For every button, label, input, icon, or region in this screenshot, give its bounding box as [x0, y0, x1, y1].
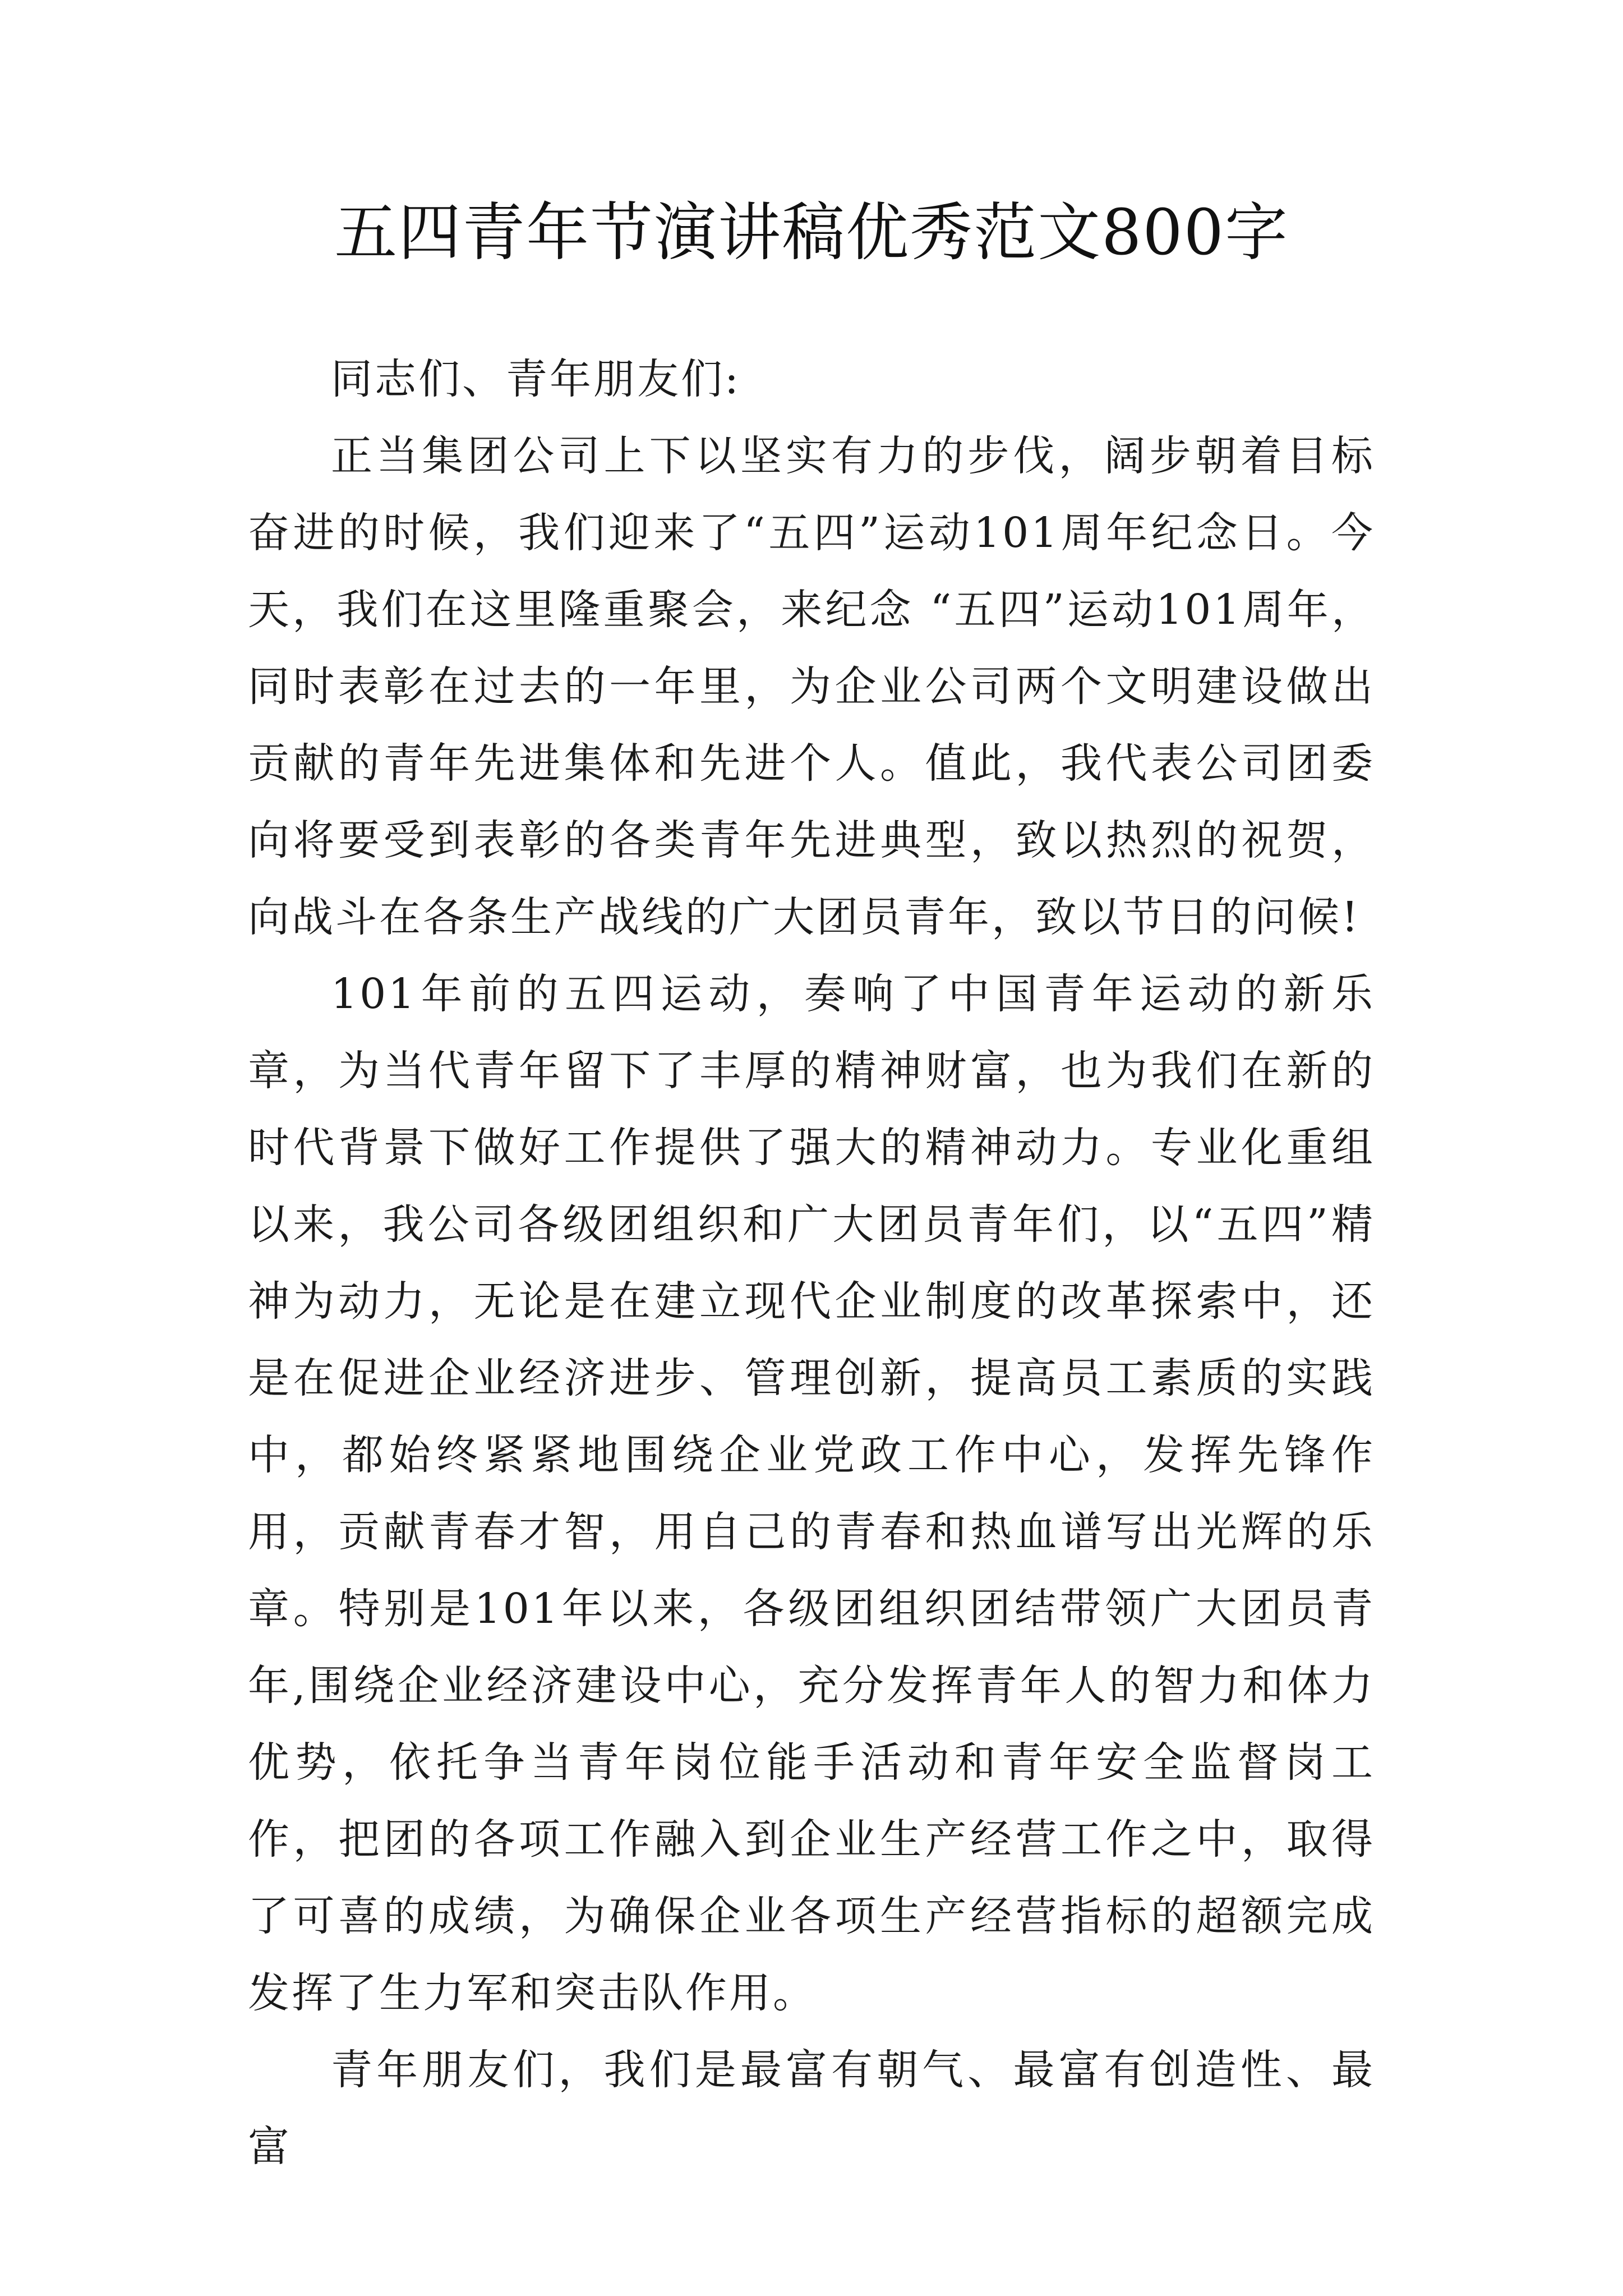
document-title: 五四青年节演讲稿优秀范文800字	[334, 196, 1289, 269]
paragraph-2: 101年前的五四运动，奏响了中国青年运动的新乐章，为当代青年留下了丰厚的精神财富，也为我们在新的时代背景下做好工作提供了强大的精神动力。专业化重组以来，我公司各级团组织和广大团员青年们，以“五四”精神为动力，无论是在建立现代企业制度的改革探索中，还是在促进企业经济进步、管理创新，提高员工素质的实践中，都始终紧紧地围绕企业党政工作中心，发挥先锋作用，贡献青春才智，用自己的青春和热血谱写出光辉的乐章。特别是101年以来，各级团组织团结带领广大团员青年,围绕企业经济建设中心，充分发挥青年人的智力和体力优势，依托争当青年岗位能手活动和青年安全监督岗工作，把团的各项工作融入到企业生产经营工作之中，取得了可喜的成绩，为确保企业各项生产经营指标的超额完成发挥了生力军和突击队作用。	[248, 970, 1375, 2017]
paragraph-3: 青年朋友们，我们是最富有朝气、最富有创造性、最富	[248, 2046, 1375, 2171]
paragraph-greeting: 同志们、青年朋友们:	[331, 355, 741, 403]
document-body	[248, 341, 1375, 2185]
paragraph-1: 正当集团公司上下以坚实有力的步伐，阔步朝着目标奋进的时候，我们迎来了“五四”运动101周年纪念日。今天，我们在这里隆重聚会，来纪念 “五四”运动101周年，同时表彰在过去的一年里，为企业公司两个文明建设做出贡献的青年先进集体和先进个人。值此，我代表公司团委向将要受到表彰的各类青年先进典型，致以热烈的祝贺，向战斗在各条生产战线的广大团员青年，致以节日的问候!	[248, 432, 1375, 941]
